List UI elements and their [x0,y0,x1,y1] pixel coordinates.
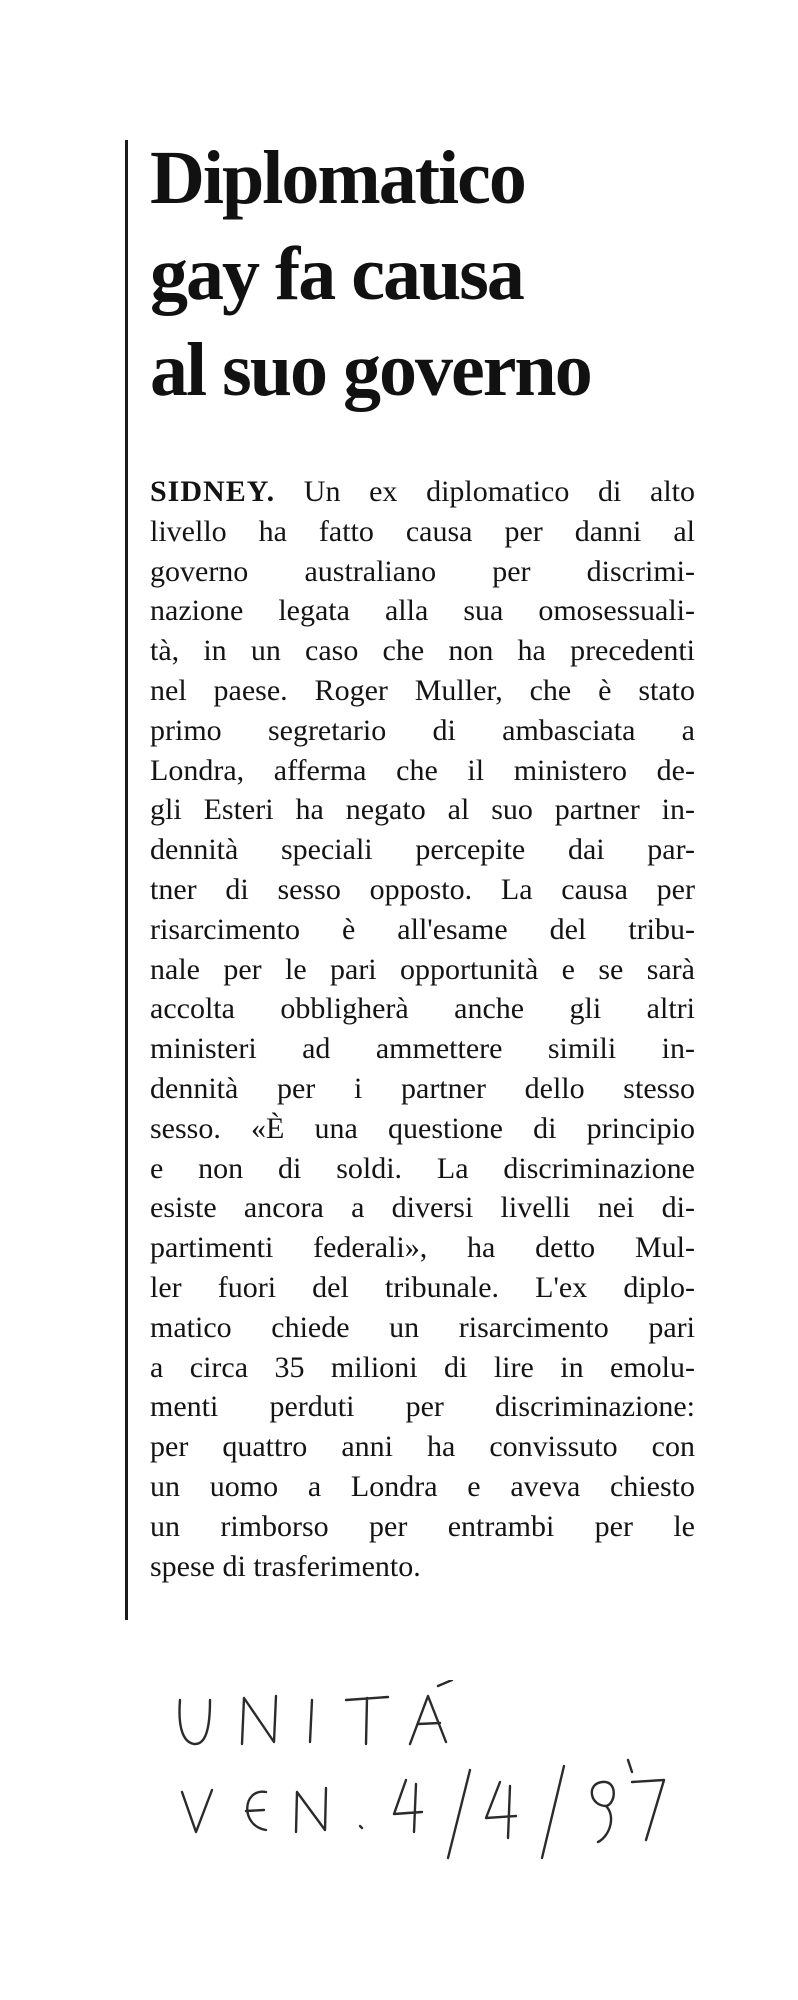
body-line: tà, in un caso che non ha precedenti [150,634,695,668]
dateline: SIDNEY. [150,475,276,508]
body-line: primo segretario di ambasciata a [150,713,695,747]
body-line: ministeri ad ammettere simili in- [150,1032,695,1066]
body-line: esiste ancora a diversi livelli nei di- [150,1191,695,1225]
body-line-text: Un ex diplomatico di alto [275,475,695,508]
body-line: matico chiede un risarcimento pari [150,1310,695,1344]
column-rule [125,140,128,1620]
body-line: livello ha fatto causa per danni al [150,514,695,548]
body-line: e non di soldi. La discriminazione [150,1151,695,1185]
body-line: nel paese. Roger Muller, che è stato [150,673,695,707]
headline-line-3: al suo governo [150,328,591,412]
body-line: gli Esteri ha negato al suo partner in- [150,793,695,827]
article-body [150,472,695,1586]
handwritten-annotation [170,1680,690,1870]
body-line: risarcimento è all'esame del tribu- [150,912,695,946]
body-line: tner di sesso opposto. La causa per [150,872,695,906]
body-line: nale per le pari opportunità e se sarà [150,952,695,986]
body-line: ler fuori del tribunale. L'ex diplo- [150,1270,695,1304]
body-line: partimenti federali», ha detto Mul- [150,1231,695,1265]
body-line: dennità speciali percepite dai par- [150,833,695,867]
body-line: Londra, afferma che il ministero de- [150,753,695,787]
headline-line-1: Diplomatico [150,136,525,220]
body-line: un uomo a Londra e aveva chiesto [150,1469,695,1503]
body-line: dennità per i partner dello stesso [150,1071,695,1105]
body-line: un rimborso per entrambi per le [150,1509,695,1543]
body-line: per quattro anni ha convissuto con [150,1430,695,1464]
body-line: a circa 35 milioni di lire in emolu- [150,1350,695,1384]
body-line: nazione legata alla sua omosessuali- [150,594,695,628]
body-line: sesso. «È una questione di principio [150,1111,695,1145]
body-line: governo australiano per discrimi- [150,554,695,588]
headline-line-2: gay fa causa [150,232,523,316]
newspaper-clipping [125,130,705,1620]
body-line: spese di trasferimento. [150,1549,421,1583]
body-line: accolta obbligherà anche gli altri [150,992,695,1026]
headline [150,130,710,418]
body-line [150,472,695,512]
handwritten-source-date [170,1680,690,1870]
body-line: menti perduti per discriminazione: [150,1390,695,1424]
